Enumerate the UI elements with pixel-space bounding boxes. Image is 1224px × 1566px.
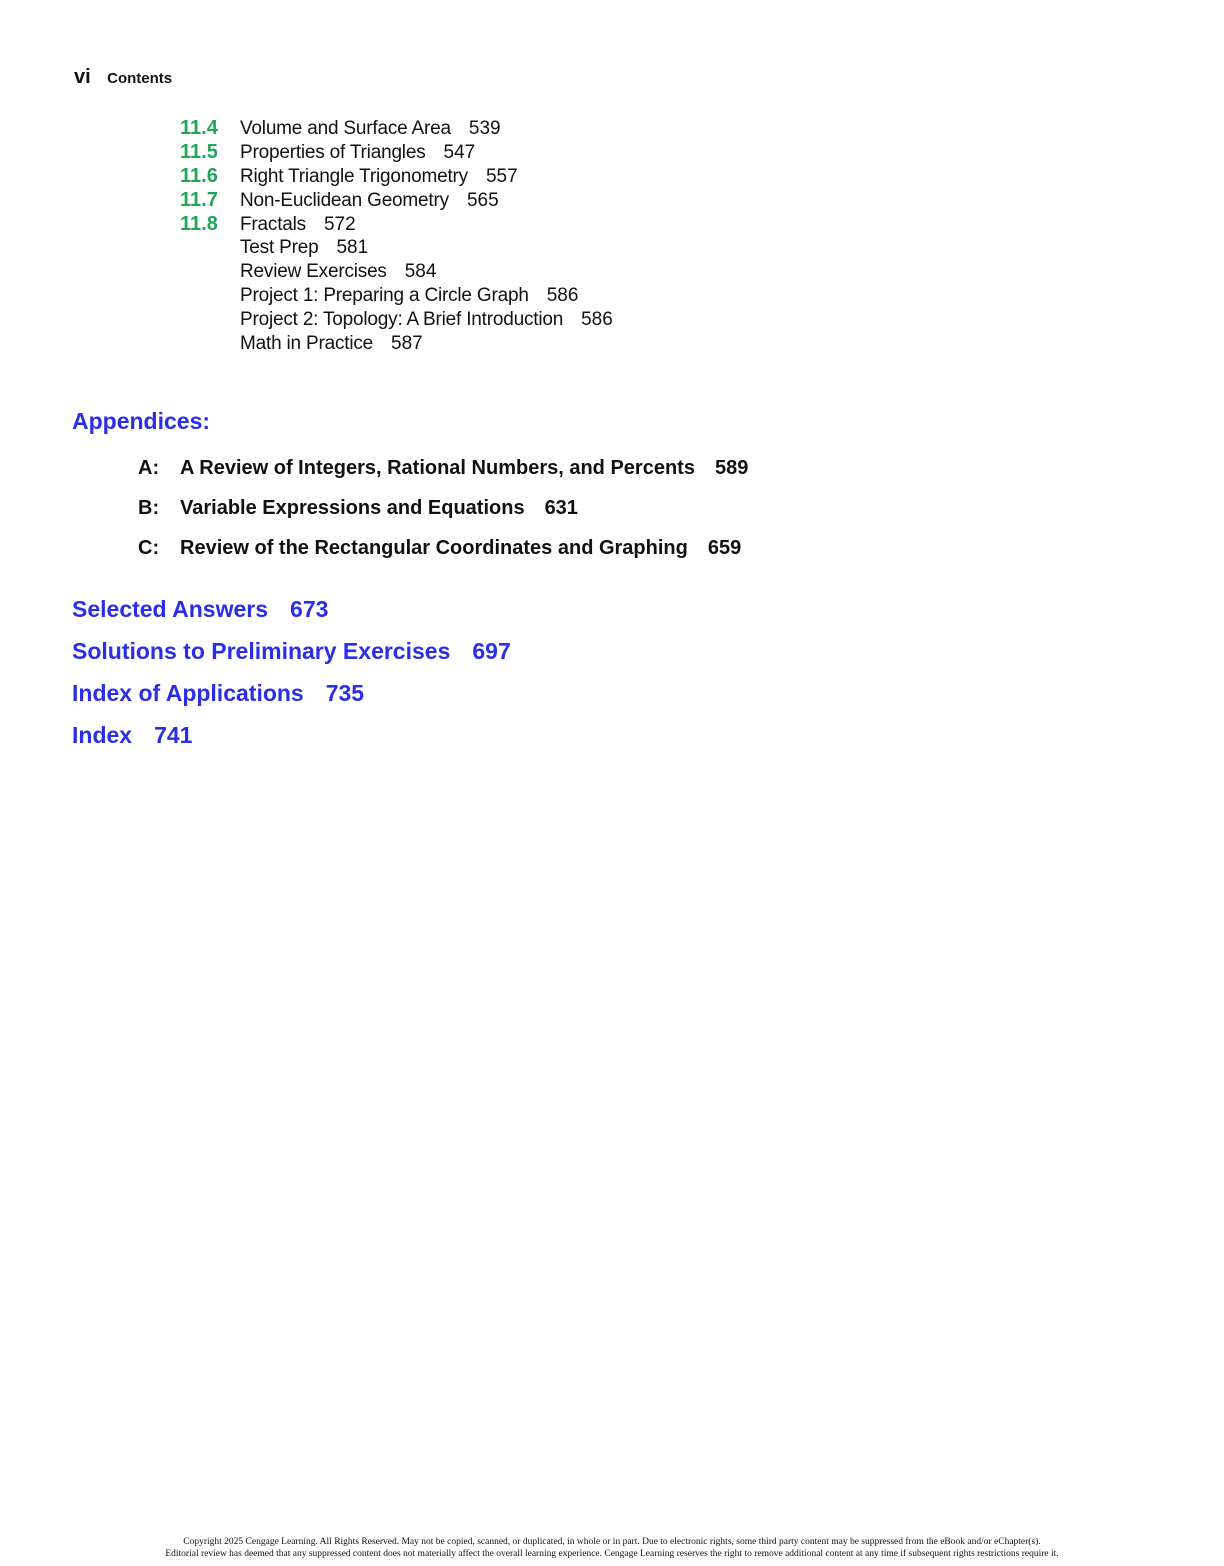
toc-entry-solutions[interactable] — [72, 635, 511, 667]
section-title: Test Prep — [240, 237, 319, 258]
page-folio: vi — [74, 66, 91, 88]
page-number: 581 — [336, 237, 369, 258]
page-number: 547 — [443, 142, 476, 163]
section-title: Project 2: Topology: A Brief Introduction — [240, 309, 564, 330]
entry-title: Selected Answers — [72, 596, 269, 622]
toc-entry-11-8[interactable] — [180, 212, 613, 236]
section-title: Volume and Surface Area — [240, 118, 451, 139]
toc-entry-review-exercises[interactable] — [180, 260, 613, 284]
appendix-entry-c[interactable] — [138, 533, 741, 563]
toc-entry-test-prep[interactable] — [180, 236, 613, 260]
appendix-entry-a[interactable] — [138, 453, 748, 483]
appendix-title: A Review of Integers, Rational Numbers, and Percents — [180, 457, 695, 479]
page-number: 565 — [466, 190, 499, 211]
appendix-letter: A: — [138, 457, 160, 479]
page-number: 539 — [468, 118, 501, 139]
toc-entry-project-1[interactable] — [180, 284, 613, 308]
page-number: 697 — [472, 638, 511, 664]
section-title: Math in Practice — [240, 333, 374, 354]
section-title: Fractals — [240, 214, 306, 235]
section-title: Properties of Triangles — [240, 142, 426, 163]
appendix-letter: C: — [138, 537, 160, 559]
entry-title: Solutions to Preliminary Exercises — [72, 638, 451, 664]
page-number: 584 — [404, 261, 437, 282]
toc-entry-index[interactable] — [72, 719, 192, 751]
appendix-title: Variable Expressions and Equations — [180, 497, 525, 519]
running-head — [74, 66, 172, 89]
page-number: 741 — [154, 722, 193, 748]
page-number: 735 — [325, 680, 365, 706]
toc-entry-math-in-practice[interactable] — [180, 332, 613, 356]
toc-entry-11-5[interactable] — [180, 140, 613, 164]
copyright-line-2: Editorial review has deemed that any suppressed content does not materially affect the overall learning experience. Cengage Learning reserves the right to remove additional content at any time if subsequent rights restrictions require it. — [165, 1549, 1059, 1559]
section-number: 11.5 — [180, 141, 218, 163]
page-number: 631 — [544, 497, 578, 519]
section-title: Review Exercises — [240, 261, 387, 282]
page-number: 659 — [707, 537, 742, 559]
page-number: 586 — [581, 309, 613, 330]
page-number: 587 — [391, 333, 423, 354]
running-head-label: Contents — [107, 70, 173, 87]
section-number: 11.7 — [180, 189, 218, 211]
toc-entry-11-4[interactable] — [180, 116, 613, 140]
copyright-line-1: Copyright 2025 Cengage Learning. All Rights Reserved. May not be copied, scanned, or duplicated, in whole or in part. Due to electronic rights, some third party content may be suppressed from the eBook and/or eChapter(s). — [183, 1537, 1041, 1547]
toc-entry-selected-answers[interactable] — [72, 593, 328, 625]
section-list — [180, 116, 613, 356]
appendix-entry-b[interactable] — [138, 493, 578, 523]
toc-entry-index-of-applications[interactable] — [72, 677, 364, 709]
appendix-title: Review of the Rectangular Coordinates and Graphing — [180, 537, 688, 559]
entry-title: Index of Applications — [72, 680, 304, 706]
page-number: 673 — [290, 596, 329, 622]
toc-entry-11-6[interactable] — [180, 164, 613, 188]
section-number: 11.8 — [180, 213, 218, 235]
page-number: 586 — [546, 285, 579, 306]
section-title: Project 1: Preparing a Circle Graph — [240, 285, 529, 306]
page-number: 572 — [323, 214, 356, 235]
page-number: 589 — [714, 457, 749, 479]
copyright-footer — [0, 1536, 1224, 1560]
toc-entry-11-7[interactable] — [180, 188, 613, 212]
entry-title: Index — [72, 722, 133, 748]
appendices-heading: Appendices: — [72, 408, 211, 434]
appendix-letter: B: — [138, 497, 160, 519]
section-number: 11.4 — [180, 117, 218, 139]
toc-entry-project-2[interactable] — [180, 308, 613, 332]
page-number: 557 — [485, 166, 518, 187]
section-title: Right Triangle Trigonometry — [240, 166, 468, 187]
section-number: 11.6 — [180, 165, 218, 187]
section-title: Non-Euclidean Geometry — [240, 190, 449, 211]
